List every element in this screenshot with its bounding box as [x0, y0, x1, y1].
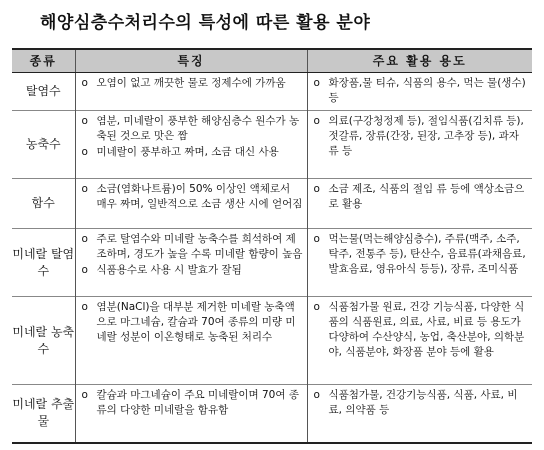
cell-features [75, 111, 307, 179]
bullet-icon: o [313, 233, 320, 245]
feature-text: 칼슘과 마그네슘이 주요 미네랄이며 70여 종류의 다양한 미네랄을 함유함 [96, 389, 299, 416]
cell-features [75, 297, 307, 385]
feature-item [80, 76, 303, 91]
table-row [12, 385, 532, 443]
use-text: 식품첨가물 원료, 건강 기능식품, 다양한 식품의 식품원료, 의료, 사료, 비료 등 용도가 다양하여 수산양식, 농업, 축산분야, 의학분야, 식품분야, 화장품 분야 등에 활용 [328, 301, 525, 358]
use-item [312, 300, 529, 360]
table-row [12, 111, 532, 179]
cell-type [12, 297, 75, 385]
feature-text: 염분(NaCl)을 대부분 제거한 미네랄 농축액으로 마그네슘, 칼슘과 70여 종류의 미량 미네랄 성분이 이온형태로 농축된 처리수 [96, 301, 296, 343]
feature-text: 소금(염화나트륨)이 50% 이상인 액체로서 매우 짜며, 일반적으로 소금 생산 시에 얻어짐 [96, 183, 303, 210]
usage-table [12, 48, 532, 444]
cell-features [75, 73, 307, 111]
use-item [312, 182, 529, 212]
bullet-icon: o [313, 389, 320, 401]
feature-text: 염분, 미네랄이 풍부한 해양심층수 원수가 농축된 것으로 맛은 짬 [96, 115, 300, 142]
table-row [12, 179, 532, 229]
use-item [312, 76, 529, 106]
cell-type [12, 179, 75, 229]
type-label: 미네랄 탈염수 [12, 246, 75, 278]
type-label: 농축수 [25, 137, 61, 151]
table-row [12, 229, 532, 297]
bullet-icon: o [81, 301, 88, 313]
feature-item [80, 182, 303, 212]
page-title: 해양심층수처리수의 특성에 따른 활용 분야 [40, 13, 371, 33]
use-text: 의료(구강청정제 등), 절임식품(김치류 등), 젓갈류, 장류(간장, 된장, 고추장 등), 과자류 등 [328, 115, 524, 157]
cell-uses [307, 229, 532, 297]
cell-type [12, 111, 75, 179]
feature-text: 미네랄이 풍부하고 짜며, 소금 대신 사용 [96, 146, 279, 158]
bullet-icon: o [81, 146, 88, 158]
cell-type [12, 229, 75, 297]
table-row [12, 73, 532, 111]
cell-type [12, 385, 75, 443]
bullet-icon: o [81, 389, 88, 401]
use-text: 식품첨가물, 건강기능식품, 식품, 사료, 비료, 의약품 등 [328, 389, 518, 416]
type-label: 탈염수 [25, 84, 61, 98]
bullet-icon: o [81, 183, 88, 195]
feature-item [80, 263, 303, 278]
cell-features [75, 229, 307, 297]
header-uses: 주요 활용 용도 [307, 49, 532, 73]
feature-item [80, 145, 303, 160]
feature-item [80, 232, 303, 262]
feature-item [80, 114, 303, 144]
table-row [12, 297, 532, 385]
bullet-icon: o [313, 115, 320, 127]
cell-uses [307, 111, 532, 179]
use-item [312, 114, 529, 159]
feature-item [80, 388, 303, 418]
use-text: 화장품,물 티슈, 식품의 용수, 먹는 물(생수) 등 [328, 77, 526, 104]
cell-uses [307, 73, 532, 111]
bullet-icon: o [313, 183, 320, 195]
table-header-row [12, 49, 532, 73]
cell-uses [307, 297, 532, 385]
feature-text: 식품용수로 사용 시 발효가 잘됨 [96, 264, 242, 276]
type-label: 미네랄 추출물 [12, 397, 75, 429]
cell-uses [307, 179, 532, 229]
bullet-icon: o [81, 233, 88, 245]
bullet-icon: o [313, 301, 320, 313]
bullet-icon: o [81, 115, 88, 127]
cell-features [75, 385, 307, 443]
use-item [312, 232, 529, 277]
type-label: 미네랄 농축수 [12, 324, 75, 356]
feature-text: 주로 탈염수와 미네랄 농축수를 희석하여 제조하며, 경도가 높을 수록 미네랄 함량이 높음 [96, 233, 303, 260]
header-features: 특징 [75, 49, 307, 73]
bullet-icon: o [313, 77, 320, 89]
cell-uses [307, 385, 532, 443]
feature-item [80, 300, 303, 345]
feature-text: 오염이 없고 깨끗한 물로 정제수에 가까움 [96, 77, 286, 89]
cell-features [75, 179, 307, 229]
bullet-icon: o [81, 264, 88, 276]
use-text: 소금 제조, 식품의 절임 류 등에 액상소금으로 활용 [328, 183, 525, 210]
type-label: 함수 [31, 196, 55, 210]
use-text: 먹는물(먹는해양심층수), 주류(맥주, 소주, 탁주, 전통주 등), 탄산수, 음료류(과채음료, 발효음료, 영유아식 등등), 장류, 조미식품 [328, 233, 526, 275]
use-item [312, 388, 529, 418]
cell-type [12, 73, 75, 111]
header-type: 종류 [12, 49, 75, 73]
bullet-icon: o [81, 77, 88, 89]
table-body [12, 73, 532, 443]
